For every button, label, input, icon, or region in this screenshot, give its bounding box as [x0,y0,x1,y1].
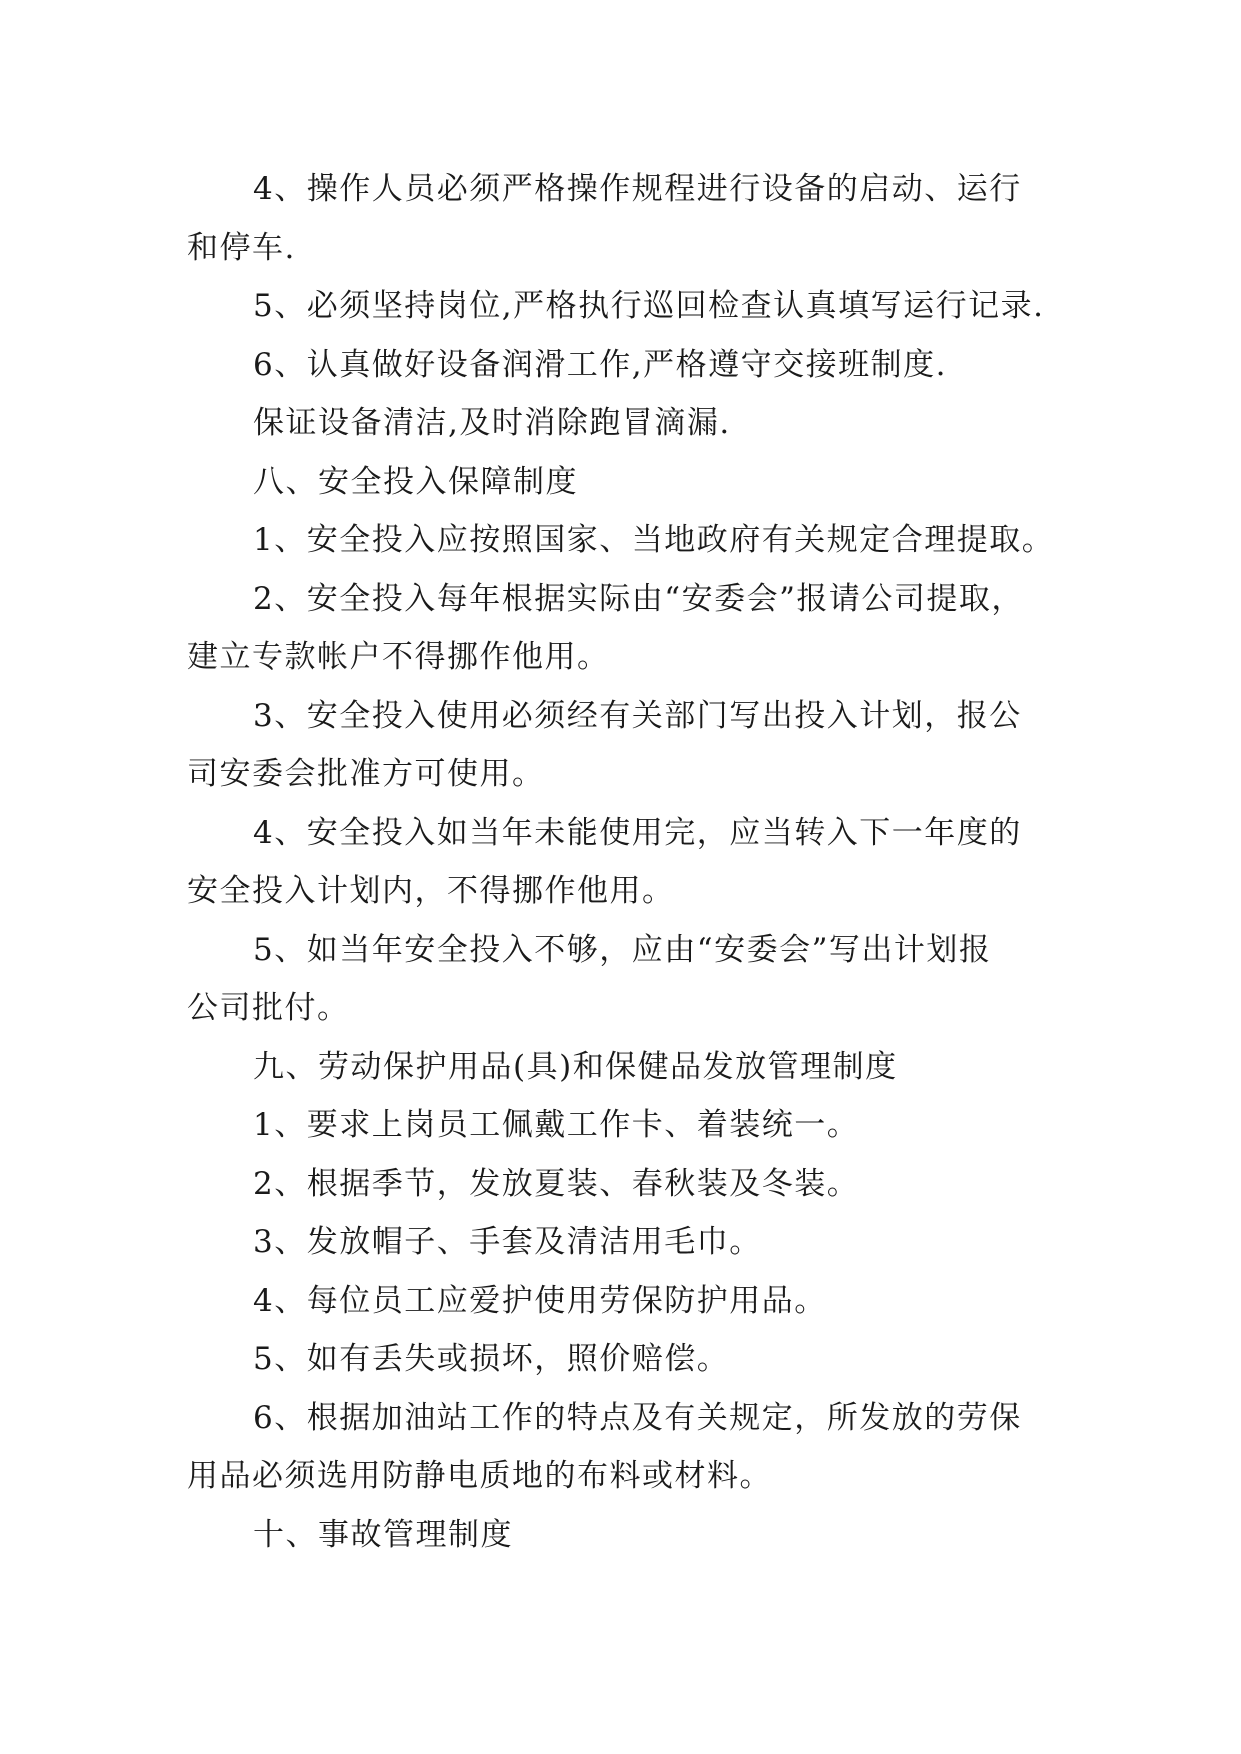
text-line: 5、必须坚持岗位,严格执行巡回检查认真填写运行记录. [253,288,1045,324]
text-line: 用品必须选用防静电质地的布料或材料。 [187,1458,772,1494]
text-line: 建立专款帐户不得挪作他用。 [187,639,610,675]
text-line: 公司批付。 [187,990,350,1026]
text-line: 十、事故管理制度 [253,1516,513,1553]
text-line: 保证设备清洁,及时消除跑冒滴漏. [253,405,731,441]
text-line: 司安委会批准方可使用。 [187,756,545,792]
text-line: 1、要求上岗员工佩戴工作卡、着装统一。 [253,1107,860,1143]
text-line: 1、安全投入应按照国家、当地政府有关规定合理提取。 [253,522,1055,558]
text-line: 安全投入计划内，不得挪作他用。 [187,873,675,909]
text-line: 6、根据加油站工作的特点及有关规定，所发放的劳保 [253,1399,1022,1436]
text-line: 4、安全投入如当年未能使用完，应当转入下一年度的 [253,814,1022,851]
text-line: 九、劳动保护用品(具)和保健品发放管理制度 [253,1048,898,1085]
text-line: 5、如有丢失或损坏，照价赔偿。 [253,1341,730,1377]
text-line: 2、根据季节，发放夏装、春秋装及冬装。 [253,1165,860,1202]
text-line: 4、操作人员必须严格操作规程进行设备的启动、运行 [253,171,1022,207]
text-line: 2、安全投入每年根据实际由“安委会”报请公司提取， [253,580,1024,617]
text-line: 和停车. [187,229,296,266]
text-line: 3、安全投入使用必须经有关部门写出投入计划，报公 [253,697,1022,734]
document-body [187,160,1067,1564]
text-line: 6、认真做好设备润滑工作,严格遵守交接班制度. [253,346,947,383]
text-line: 3、发放帽子、手套及清洁用毛巾。 [253,1224,762,1260]
text-line: 4、每位员工应爱护使用劳保防护用品。 [253,1282,827,1319]
text-line: 八、安全投入保障制度 [253,463,578,500]
text-line: 5、如当年安全投入不够，应由“安委会”写出计划报 [253,931,992,968]
